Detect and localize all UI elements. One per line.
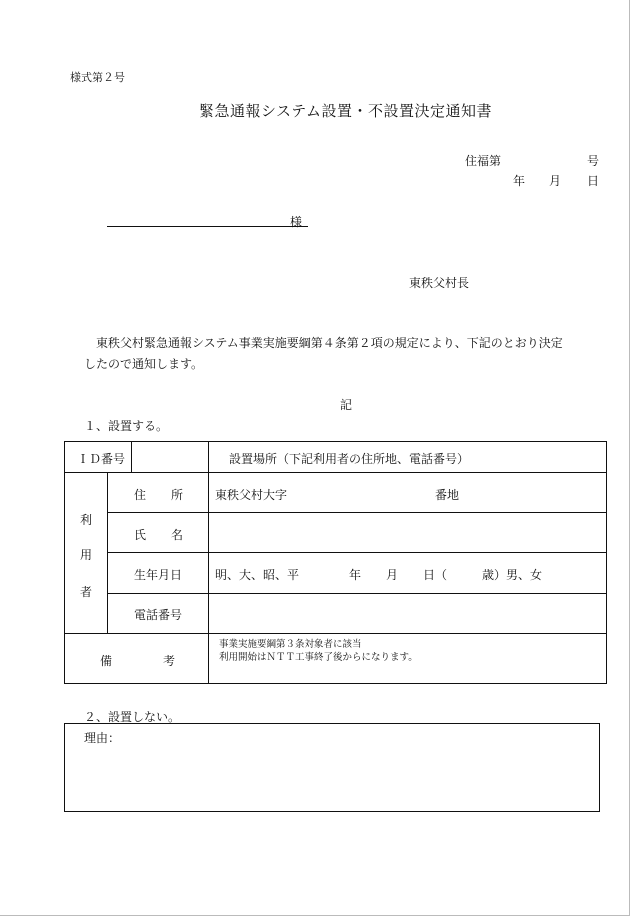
addressee-suffix: 様: [290, 215, 303, 229]
date-year: 年: [513, 174, 526, 188]
date-day: 日: [587, 174, 600, 188]
phone-label: 電話番号: [134, 608, 183, 622]
reason-label: 理由：: [84, 731, 121, 745]
section-2-heading: ２、設置しない。: [84, 710, 181, 724]
table-rule: [107, 552, 607, 553]
doc-number-suffix: 号: [587, 154, 600, 168]
birth-day: 日（: [423, 568, 448, 582]
address-label: 所: [171, 488, 184, 502]
id-number-label: ＩＤ番号: [77, 452, 126, 466]
name-label: 氏: [134, 528, 147, 542]
address-value: 東秩父村大字: [215, 488, 288, 502]
body-line-2: したので通知します。: [84, 357, 204, 371]
ki-heading: 記: [340, 398, 353, 412]
table-rule: [107, 512, 607, 513]
addressee-underline: [107, 226, 308, 227]
birth-label: 生年月日: [134, 568, 183, 582]
table-rule: [131, 441, 132, 472]
section-1-heading: １、設置する。: [84, 419, 169, 433]
remarks-label: 備: [100, 654, 113, 668]
birth-year: 年: [349, 568, 362, 582]
user-label-char: 利: [80, 513, 93, 527]
doc-number-prefix: 住福第: [465, 154, 502, 168]
user-label-char: 者: [80, 585, 93, 599]
address-label: 住: [134, 488, 147, 502]
user-label-char: 用: [80, 548, 93, 562]
body-line-1: 東秩父村緊急通報システム事業実施要綱第４条第２項の規定により、下記のとおり決定: [96, 336, 563, 350]
table-rule: [107, 472, 108, 633]
table-rule: [64, 633, 607, 634]
address-banchi: 番地: [435, 488, 460, 502]
birth-age-sex: 歳）男、女: [482, 568, 543, 582]
document-title: 緊急通報システム設置・不設置決定通知書: [199, 102, 493, 120]
table-rule: [107, 593, 607, 594]
remarks-label: 考: [163, 654, 176, 668]
birth-eras: 明、大、昭、平: [215, 568, 300, 582]
birth-month: 月: [386, 568, 399, 582]
name-label: 名: [171, 528, 184, 542]
remarks-line-1: 事業実施要綱第３条対象者に該当: [219, 639, 362, 650]
table-rule: [64, 472, 607, 473]
form-number: 様式第２号: [70, 71, 125, 84]
remarks-line-2: 利用開始はＮＴＴ工事終了後からになります。: [219, 652, 418, 663]
table-rule: [208, 441, 209, 684]
issuer: 東秩父村長: [409, 276, 470, 290]
reason-box: [64, 723, 600, 812]
location-label: 設置場所（下記利用者の住所地、電話番号）: [229, 452, 470, 466]
date-month: 月: [549, 174, 562, 188]
